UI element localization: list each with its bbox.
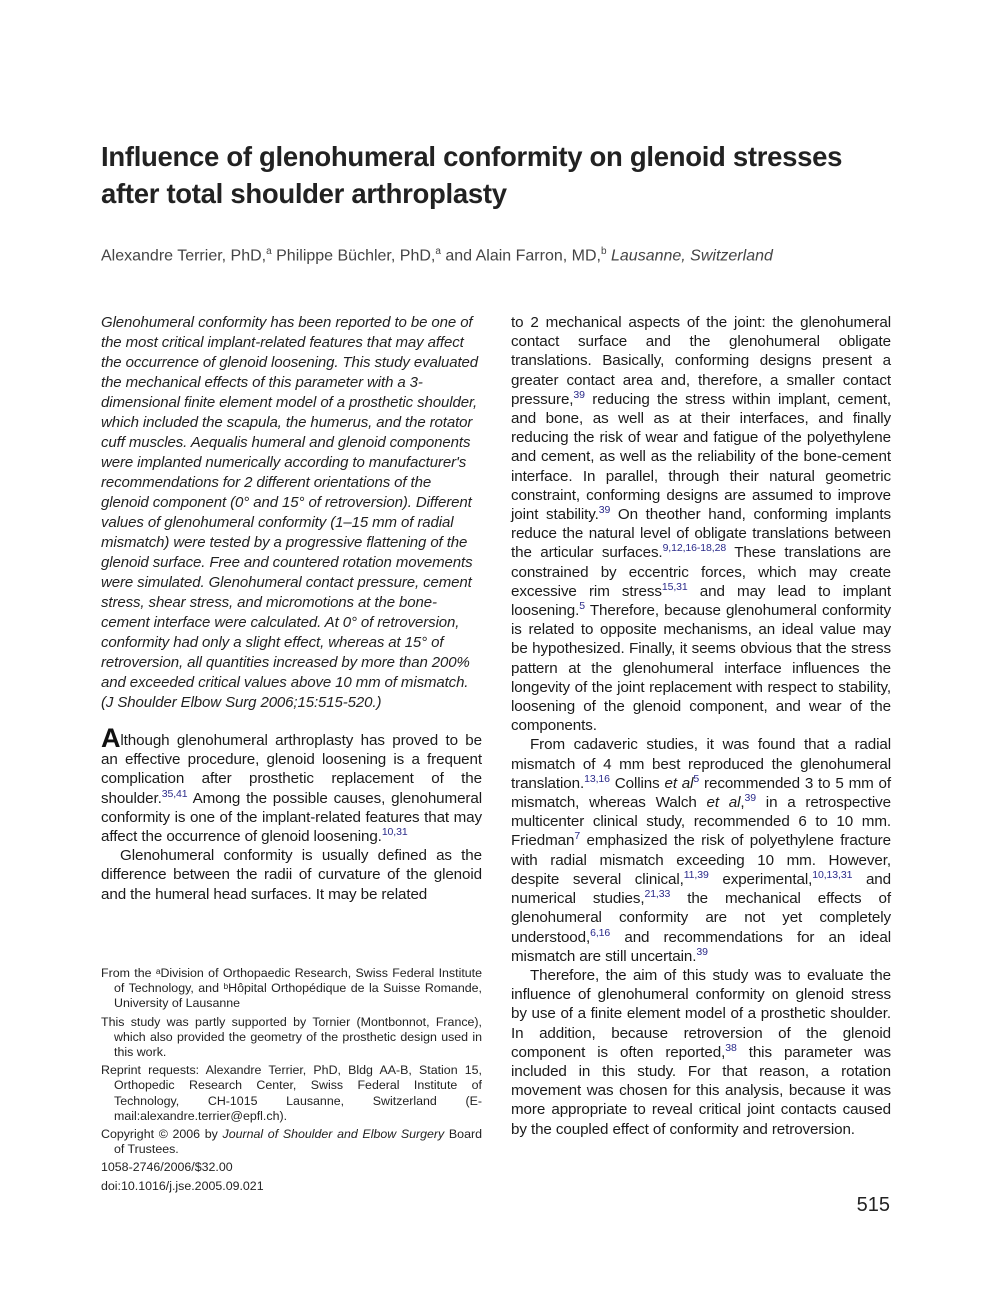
text-run: These translations are constrained by eccentric forces, which may create excessive rim stress: [511, 544, 891, 600]
affiliation-note: From the ᵃDivision of Orthopaedic Research, Swiss Federal Institute of Technology, and ᵇHôpital Orthopédique de la Suisse Romande, University of Lausanne: [101, 966, 482, 1011]
text-run: recommended 3 to 5 mm of mismatch, whereas Walch: [511, 774, 891, 812]
drop-cap: A: [101, 723, 121, 753]
citation-ref[interactable]: 39: [696, 945, 708, 958]
citation-ref[interactable]: 35,41: [161, 787, 188, 800]
author-location: Lausanne, Switzerland: [611, 247, 773, 265]
left-body-text: [101, 723, 482, 904]
text-run: to 2 mechanical aspects of the joint: the glenohumeral contact surface and the glenohumeral obligate translations. Basically, conforming designs present a greater contact area and, therefore, a smaller contact pressure,: [511, 314, 891, 408]
affiliation-mark: a: [435, 246, 441, 257]
reprint-note: Reprint requests: Alexandre Terrier, PhD, Bldg AA-B, Station 15, Orthopedic Research Center, Swiss Federal Institute of Technology, CH-1015 Lausanne, Switzerland (E-mail:alexandre.terrier@epfl.ch).: [101, 1063, 482, 1123]
text-run: and may lead to implant loosening.: [511, 582, 891, 620]
affiliation-mark: b: [600, 246, 607, 257]
doi-note: doi:10.1016/j.jse.2005.09.021: [101, 1178, 264, 1193]
text-run: Therefore, the aim of this study was to evaluate the influence of glenohumeral conformity on glenoid stress by use of a finite element model of a prosthetic shoulder. In addition, because retroversion of the glenoid component is often reported,: [511, 966, 891, 1061]
citation-ref[interactable]: 10,13,31: [812, 868, 853, 881]
body-paragraph: Glenohumeral conformity is usually defined as the difference between the radii of curvature of the glenoid and the humeral head surfaces. It may be related: [101, 847, 482, 903]
citation-ref[interactable]: 10,31: [381, 825, 408, 838]
citation-ref[interactable]: 11,39: [683, 868, 709, 881]
text-run: On theother hand, conforming implants reduce the natural level of obligate translations between the articular surfaces.: [511, 506, 892, 562]
text-run: et al: [664, 774, 694, 792]
body-paragraph: [511, 313, 891, 735]
citation-ref[interactable]: 15,31: [661, 580, 688, 593]
abstract: Glenohumeral conformity has been reported to be one of the most critical implant-related features that may affect the occurrence of glenoid loosening. This study evaluated the mechanical effects of this parameter with a 3-dimensional finite element model of a prosthetic shoulder, which included the scapula, the humerus, and the rotator cuff muscles. Aequalis humeral and glenoid components were implanted numerically according to manufacturer's recommendations for 2 different orientations of the glenoid component (0° and 15° of retroversion). Different values of glenohumeral conformity (1–15 mm of radial mismatch) were tested by a progressive flattening of the glenoid surface. Free and countered rotation movements were simulated. Glenohumeral contact pressure, cement stress, shear stress, and micromotions at the bone-cement interface were calculated. At 0° of retroversion, conformity had only a slight effect, whereas at 15° of retroversion, all quantities increased by more than 200% and exceeded critical values above 10 mm of mismatch. (J Shoulder Elbow Surg 2006;15:515-520.): [101, 314, 479, 711]
body-paragraph: [511, 735, 891, 965]
citation-ref[interactable]: 13,16: [584, 772, 610, 785]
citation-ref[interactable]: 21,33: [644, 888, 671, 901]
text-run: From cadaveric studies, it was found that a radial mismatch of 4 mm best reproduced the glenohumeral translation.: [511, 736, 891, 792]
journal-name: Journal of Shoulder and Elbow Surgery: [222, 1127, 445, 1142]
text-run: Copyright © 2006 by: [101, 1127, 223, 1142]
citation-ref[interactable]: 7: [574, 830, 581, 843]
article-title: Influence of glenohumeral conformity on glenoid stresses after total shoulder arthroplasty: [101, 141, 843, 209]
right-column: [511, 313, 891, 1139]
affiliation-mark: a: [266, 246, 272, 257]
author-name: and Alain Farron, MD,: [440, 247, 601, 265]
citation-ref[interactable]: 39: [573, 388, 585, 401]
author-name: Philippe Büchler, PhD,: [271, 247, 436, 265]
citation-ref[interactable]: 6,16: [590, 926, 611, 939]
text-run: Therefore, because glenohumeral conformity is related to opposite mechanisms, an ideal value may be hypothesized. Finally, it seems obvious that the stress pattern at the glenohumeral interface influences the longevity of the joint replacement with respect to stability, loosening of the glenoid component, and wear of the components.: [511, 602, 891, 735]
text-run: Collins: [609, 774, 665, 792]
text-run: the mechanical effects of glenohumeral conformity are not yet completely understood,: [511, 890, 891, 946]
body-paragraph: [511, 966, 891, 1139]
text-run: ,: [740, 794, 745, 812]
text-run: and recommendations for an ideal mismatch are still uncertain.: [511, 928, 891, 965]
text-run: this parameter was included in this study. For that reason, a rotation movement was chosen for this analysis, because it was more appropriate to reveal critical joint contacts caused by the coupled effect of conformity and retroversion.: [511, 1043, 891, 1138]
page-number: 515: [856, 1194, 890, 1216]
text-run: reducing the stress within implant, cement, and bone, as well as at their interfaces, and finally reducing the risk of wear and fatigue of the polyethylene and cement, as well as the reliability of the bone-cement interface. In parallel, through their natural geometric constraint, conforming designs are assumed to improve joint stability.: [511, 390, 891, 524]
copyright-note: [101, 1127, 482, 1157]
text-run: et al: [706, 794, 741, 812]
citation-ref[interactable]: 9,12,16-18,28: [662, 542, 727, 555]
text-run: in a retrospective multicenter clinical study, recommended 6 to 10 mm. Friedman: [511, 794, 891, 850]
footnotes: [101, 966, 482, 1197]
issn-note: 1058-2746/2006/$32.00: [101, 1160, 233, 1175]
support-note: This study was partly supported by Tornier (Montbonnot, France), which also provided the geometry of the prosthetic design used in this work.: [101, 1014, 482, 1060]
text-run: Among the possible causes, glenohumeral conformity is one of the implant-related features that may affect the occurrence of glenoid loosening.: [101, 789, 482, 846]
text-run: emphasized the risk of polyethylene fracture with radial mismatch exceeding 10 mm. However, despite several clinical,: [511, 832, 891, 888]
citation-ref[interactable]: 5: [579, 599, 585, 612]
citation-ref[interactable]: 39: [598, 503, 611, 516]
citation-ref[interactable]: 39: [744, 792, 757, 805]
text-run: lthough glenohumeral arthroplasty has proved to be an effective procedure, glenoid loosening is a frequent complication after prosthetic replacement of the shoulder.: [101, 732, 482, 807]
text-run: and numerical studies,: [511, 870, 891, 908]
citation-ref[interactable]: 38: [725, 1041, 737, 1054]
text-run: Board of Trustees.: [114, 1127, 482, 1157]
citation-ref[interactable]: 5: [693, 772, 700, 785]
author-line: [101, 240, 901, 268]
left-column: [101, 313, 482, 904]
body-paragraph: [101, 723, 482, 846]
author-name: Alexandre Terrier, PhD,: [101, 247, 267, 265]
text-run: experimental,: [708, 870, 813, 888]
